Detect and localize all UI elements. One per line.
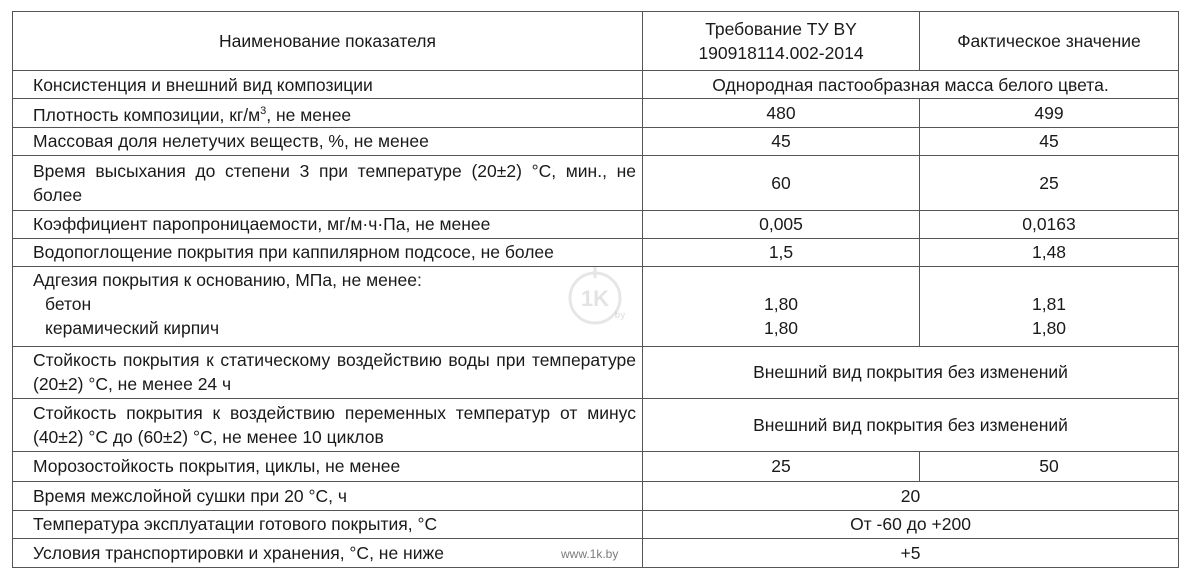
superscript: 3: [260, 105, 267, 117]
table-row-consistency: [13, 71, 1179, 99]
row-name-part: Плотность композиции, кг/м: [33, 104, 261, 125]
row-name-part: , не менее: [266, 104, 352, 125]
table-row-nonvolatile: [13, 127, 1179, 155]
row-name: Условия транспортировки и хранения, °С, не ниже: [13, 538, 643, 567]
row-actual: 25: [920, 155, 1179, 210]
row-name: Стойкость покрытия к статическому воздействию воды при температуре (20±2) °С, не менее 24 ч: [13, 346, 643, 398]
spacer: [924, 268, 1174, 292]
table-row-water-resistance: [13, 346, 1179, 398]
row-name: Морозостойкость покрытия, циклы, не менее: [13, 451, 643, 481]
row-requirement: 45: [643, 127, 920, 155]
row-name: Температура эксплуатации готового покрытия, °С: [13, 510, 643, 538]
row-requirement-brick: 1,80: [763, 317, 799, 338]
row-merged-value: Внешний вид покрытия без изменений: [643, 346, 1179, 398]
row-name: Стойкость покрытия к воздействию переменных температур от минус (40±2) °С до (60±2) °С, не менее 10 циклов: [13, 398, 643, 451]
table-row-vapor: [13, 210, 1179, 238]
row-actual-concrete: 1,81: [1031, 293, 1067, 314]
header-name: Наименование показателя: [13, 12, 643, 71]
row-requirement: 25: [643, 451, 920, 481]
row-name: Консистенция и внешний вид композиции: [13, 71, 643, 99]
table-row-temp-resistance: [13, 398, 1179, 451]
row-requirement: [643, 266, 920, 346]
header-requirement: [643, 12, 920, 71]
row-actual-brick: 1,80: [1031, 317, 1067, 338]
row-name: Водопоглощение покрытия при каппилярном подсосе, не более: [13, 238, 643, 266]
row-name-sub-concrete: бетон: [45, 293, 92, 314]
row-actual: 1,48: [920, 238, 1179, 266]
header-requirement-line2: 190918114.002-2014: [698, 43, 864, 63]
spacer: [647, 268, 915, 292]
watermark-logo-sub: by: [614, 310, 626, 320]
row-requirement: 1,5: [643, 238, 920, 266]
table-row-drying: [13, 155, 1179, 210]
row-requirement-concrete: 1,80: [763, 293, 799, 314]
row-requirement: 0,005: [643, 210, 920, 238]
table-row-frost: [13, 451, 1179, 481]
row-name-sub-brick: керамический кирпич: [45, 317, 220, 338]
row-actual: 0,0163: [920, 210, 1179, 238]
watermark-logo-text: 1K: [580, 286, 610, 311]
row-merged-value: Однородная пастообразная масса белого цвета.: [643, 71, 1179, 99]
row-name-main: Адгезия покрытия к основанию, МПа, не менее:: [33, 269, 422, 290]
table-row-density: [13, 99, 1179, 128]
header-row: [13, 12, 1179, 71]
row-actual: 50: [920, 451, 1179, 481]
row-name: Время высыхания до степени 3 при температуре (20±2) °С, мин., не более: [13, 155, 643, 210]
row-actual: [920, 266, 1179, 346]
header-actual: Фактическое значение: [920, 12, 1179, 71]
row-requirement: 480: [643, 99, 920, 128]
header-requirement-line1: Требование ТУ BY: [705, 19, 857, 39]
row-requirement: 60: [643, 155, 920, 210]
row-name: [13, 266, 643, 346]
watermark-logo-icon: [562, 262, 632, 332]
row-merged-value: +5: [643, 538, 1179, 567]
row-name: [13, 99, 643, 128]
row-name: Коэффициент паропроницаемости, мг/м·ч·Па, не менее: [13, 210, 643, 238]
row-actual: 45: [920, 127, 1179, 155]
table-row-interlayer: [13, 481, 1179, 510]
row-merged-value: Внешний вид покрытия без изменений: [643, 398, 1179, 451]
row-merged-value: 20: [643, 481, 1179, 510]
row-name: Время межслойной сушки при 20 °С, ч: [13, 481, 643, 510]
watermark-site-text: www.1k.by: [561, 547, 619, 561]
table-row-operating-temp: [13, 510, 1179, 538]
row-merged-value: От -60 до +200: [643, 510, 1179, 538]
row-actual: 499: [920, 99, 1179, 128]
row-name: Массовая доля нелетучих веществ, %, не менее: [13, 127, 643, 155]
